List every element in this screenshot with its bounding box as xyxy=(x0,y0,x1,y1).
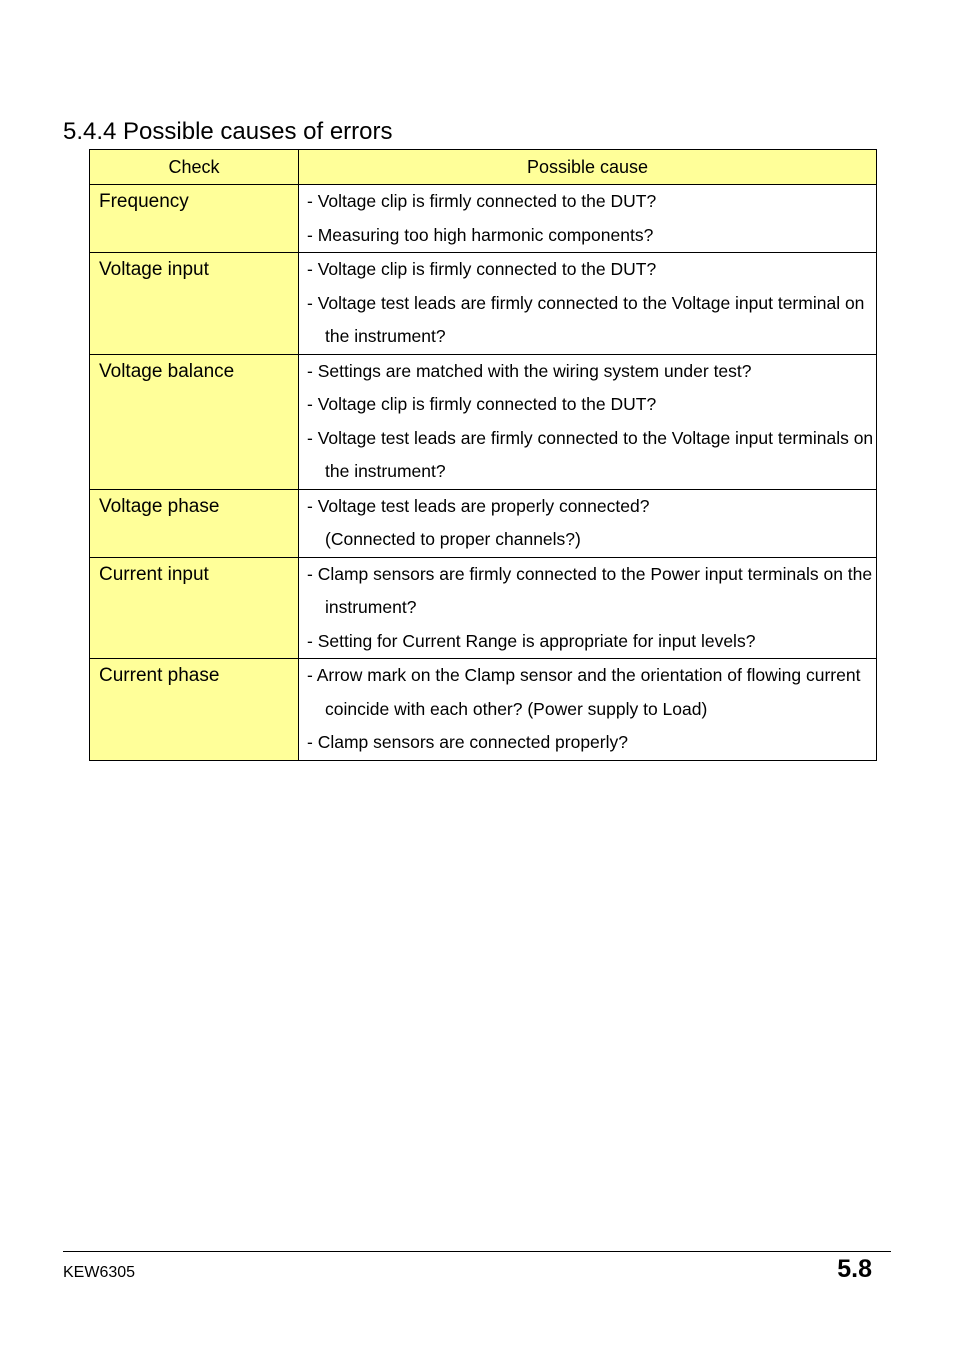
footer-model-name: KEW6305 xyxy=(63,1264,136,1281)
table-row xyxy=(90,557,877,659)
cause-cell xyxy=(299,354,877,489)
check-cell: Voltage input xyxy=(90,253,299,355)
table-row xyxy=(90,354,877,489)
page-number: 5.8 xyxy=(837,1255,872,1283)
cause-cell xyxy=(299,253,877,355)
cause-cell xyxy=(299,557,877,659)
check-cell: Frequency xyxy=(90,185,299,253)
cause-line: - Settings are matched with the wiring system under test? xyxy=(307,360,752,381)
table-row xyxy=(90,253,877,355)
check-cell: Voltage balance xyxy=(90,354,299,489)
error-causes-table xyxy=(89,149,877,761)
check-cell: Current phase xyxy=(90,659,299,761)
cause-line: - Voltage test leads are firmly connected to the Voltage input terminals on xyxy=(307,427,874,448)
table-row xyxy=(90,489,877,557)
check-cell: Voltage phase xyxy=(90,489,299,557)
cause-line: - Voltage test leads are firmly connected to the Voltage input terminal on xyxy=(307,292,865,313)
cause-line: the instrument? xyxy=(325,326,446,346)
cause-line: instrument? xyxy=(325,597,417,617)
cause-cell xyxy=(299,489,877,557)
cause-line: - Setting for Current Range is appropriate for input levels? xyxy=(307,630,756,651)
cause-line: - Arrow mark on the Clamp sensor and the orientation of flowing current xyxy=(307,665,861,685)
table-body xyxy=(90,185,877,761)
cause-line: - Voltage clip is firmly connected to the DUT? xyxy=(307,259,657,279)
cause-line: the instrument? xyxy=(325,461,446,481)
section-title: 5.4.4 Possible causes of errors xyxy=(63,118,393,145)
header-possible-cause: Possible cause xyxy=(299,150,877,185)
cause-line: - Measuring too high harmonic components? xyxy=(307,224,654,245)
cause-cell xyxy=(299,659,877,761)
cause-line: - Clamp sensors are firmly connected to the Power input terminals on the xyxy=(307,563,873,584)
cause-line: coincide with each other? (Power supply to Load) xyxy=(325,698,708,719)
table-row xyxy=(90,185,877,253)
cause-cell xyxy=(299,185,877,253)
cause-line: (Connected to proper channels?) xyxy=(325,529,581,549)
check-cell: Current input xyxy=(90,557,299,659)
table-row xyxy=(90,659,877,761)
cause-line: - Voltage clip is firmly connected to the DUT? xyxy=(307,191,657,211)
cause-line: - Voltage clip is firmly connected to the DUT? xyxy=(307,394,657,414)
table-header-row xyxy=(90,150,877,185)
cause-line: - Voltage test leads are properly connected? xyxy=(307,495,650,516)
footer-divider xyxy=(63,1251,891,1252)
cause-line: - Clamp sensors are connected properly? xyxy=(307,732,628,752)
header-check: Check xyxy=(90,150,299,185)
